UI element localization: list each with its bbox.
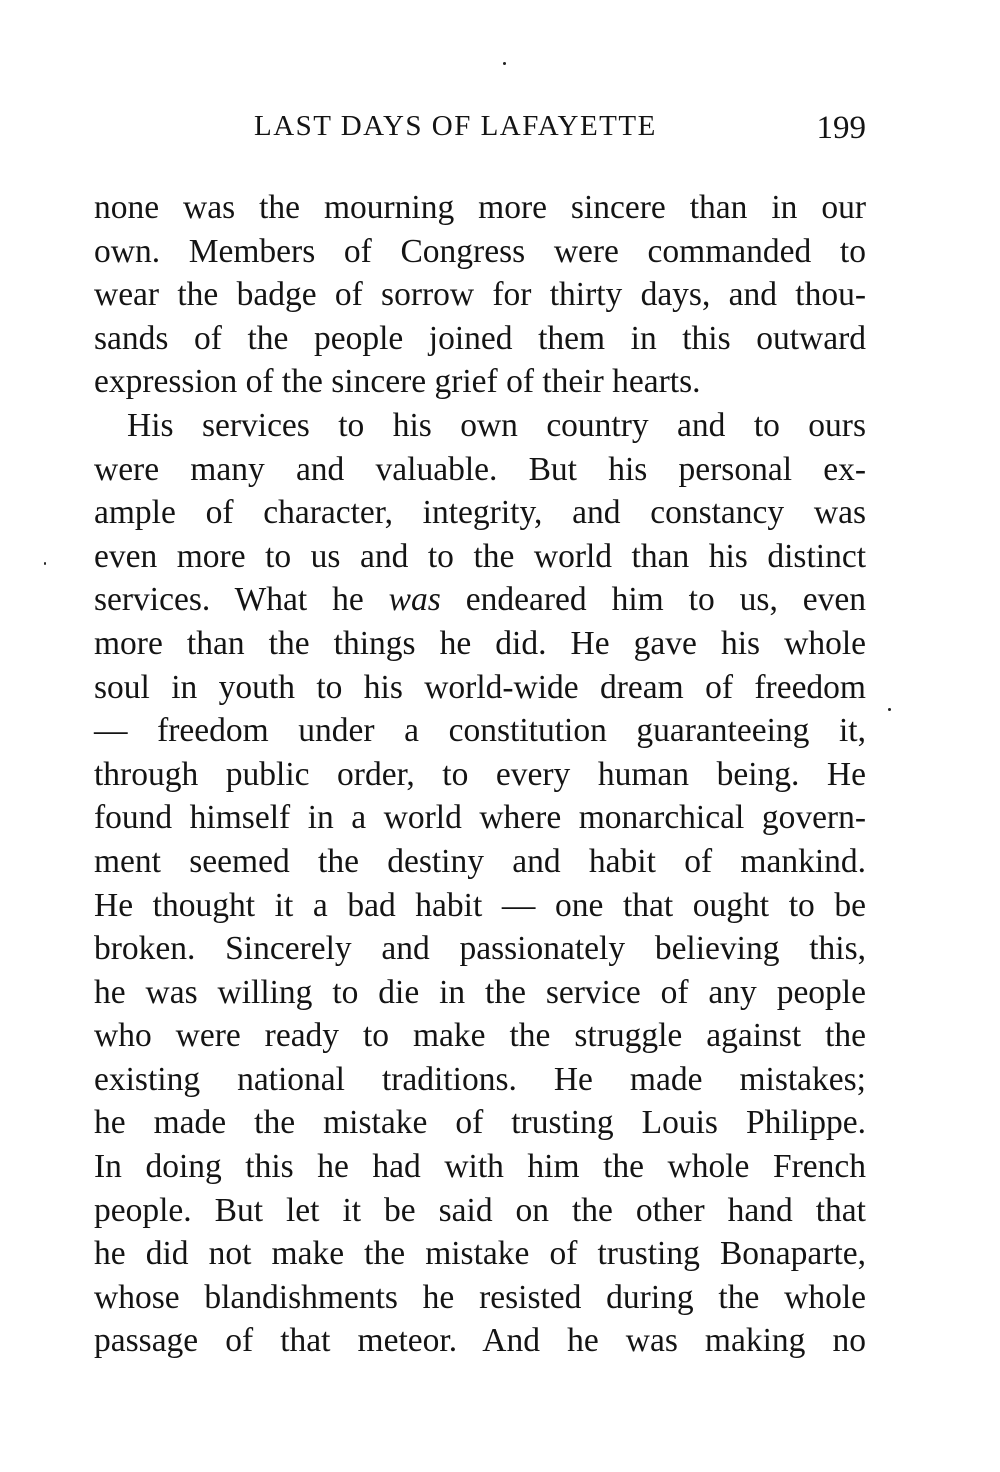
ink-speck: [888, 708, 891, 711]
text-line: passage of that meteor. And he was making no: [94, 1322, 866, 1360]
text-line: soul in youth to his world-wide dream of freedom: [94, 668, 866, 706]
text-line: ment seemed the destiny and habit of mankind.: [94, 842, 866, 880]
text-line: [94, 578, 866, 622]
text-line: wear the badge of sorrow for thirty days, and thou-: [94, 276, 866, 314]
text-line: sands of the people joined them in this outward: [94, 319, 866, 357]
text-line: ample of character, integrity, and constancy was: [94, 494, 866, 532]
text-segment: services. What he: [94, 581, 389, 619]
text-line: In doing this he had with him the whole French: [94, 1148, 866, 1186]
body-text: [94, 186, 866, 1363]
text-line: he made the mistake of trusting Louis Philippe.: [94, 1104, 866, 1142]
text-line: people. But let it be said on the other hand that: [94, 1191, 866, 1229]
emphasis-word: was: [388, 581, 441, 619]
ink-speck: [503, 62, 506, 65]
text-line: he was willing to die in the service of any people: [94, 973, 866, 1011]
text-line: existing national traditions. He made mistakes;: [94, 1060, 866, 1098]
text-line: broken. Sincerely and passionately believing this,: [94, 930, 866, 968]
ink-speck: [44, 562, 46, 565]
running-title: LAST DAYS OF LAFAYETTE: [254, 110, 657, 142]
text-line: through public order, to every human being. He: [94, 755, 866, 793]
page-header: [94, 110, 866, 150]
text-line: — freedom under a constitution guaranteeing it,: [94, 712, 866, 750]
text-line: none was the mourning more sincere than in our: [94, 189, 866, 226]
text-line: were many and valuable. But his personal ex-: [94, 450, 866, 488]
text-segment: endeared him to us, even: [440, 581, 867, 619]
text-line: His services to his own country and to ours: [127, 406, 866, 444]
text-line: who were ready to make the struggle against the: [94, 1017, 866, 1055]
text-line: He thought it a bad habit — one that ought to be: [94, 886, 866, 924]
text-line: whose blandishments he resisted during the whole: [94, 1278, 866, 1316]
text-line: even more to us and to the world than his distinct: [94, 537, 866, 575]
text-line: found himself in a world where monarchical govern-: [94, 799, 866, 837]
page-number: 199: [816, 110, 866, 146]
text-line: expression of the sincere grief of their hearts.: [94, 363, 701, 401]
text-line: more than the things he did. He gave his whole: [94, 624, 866, 662]
text-line: own. Members of Congress were commanded to: [94, 232, 866, 270]
text-line: he did not make the mistake of trusting Bonaparte,: [94, 1235, 866, 1273]
